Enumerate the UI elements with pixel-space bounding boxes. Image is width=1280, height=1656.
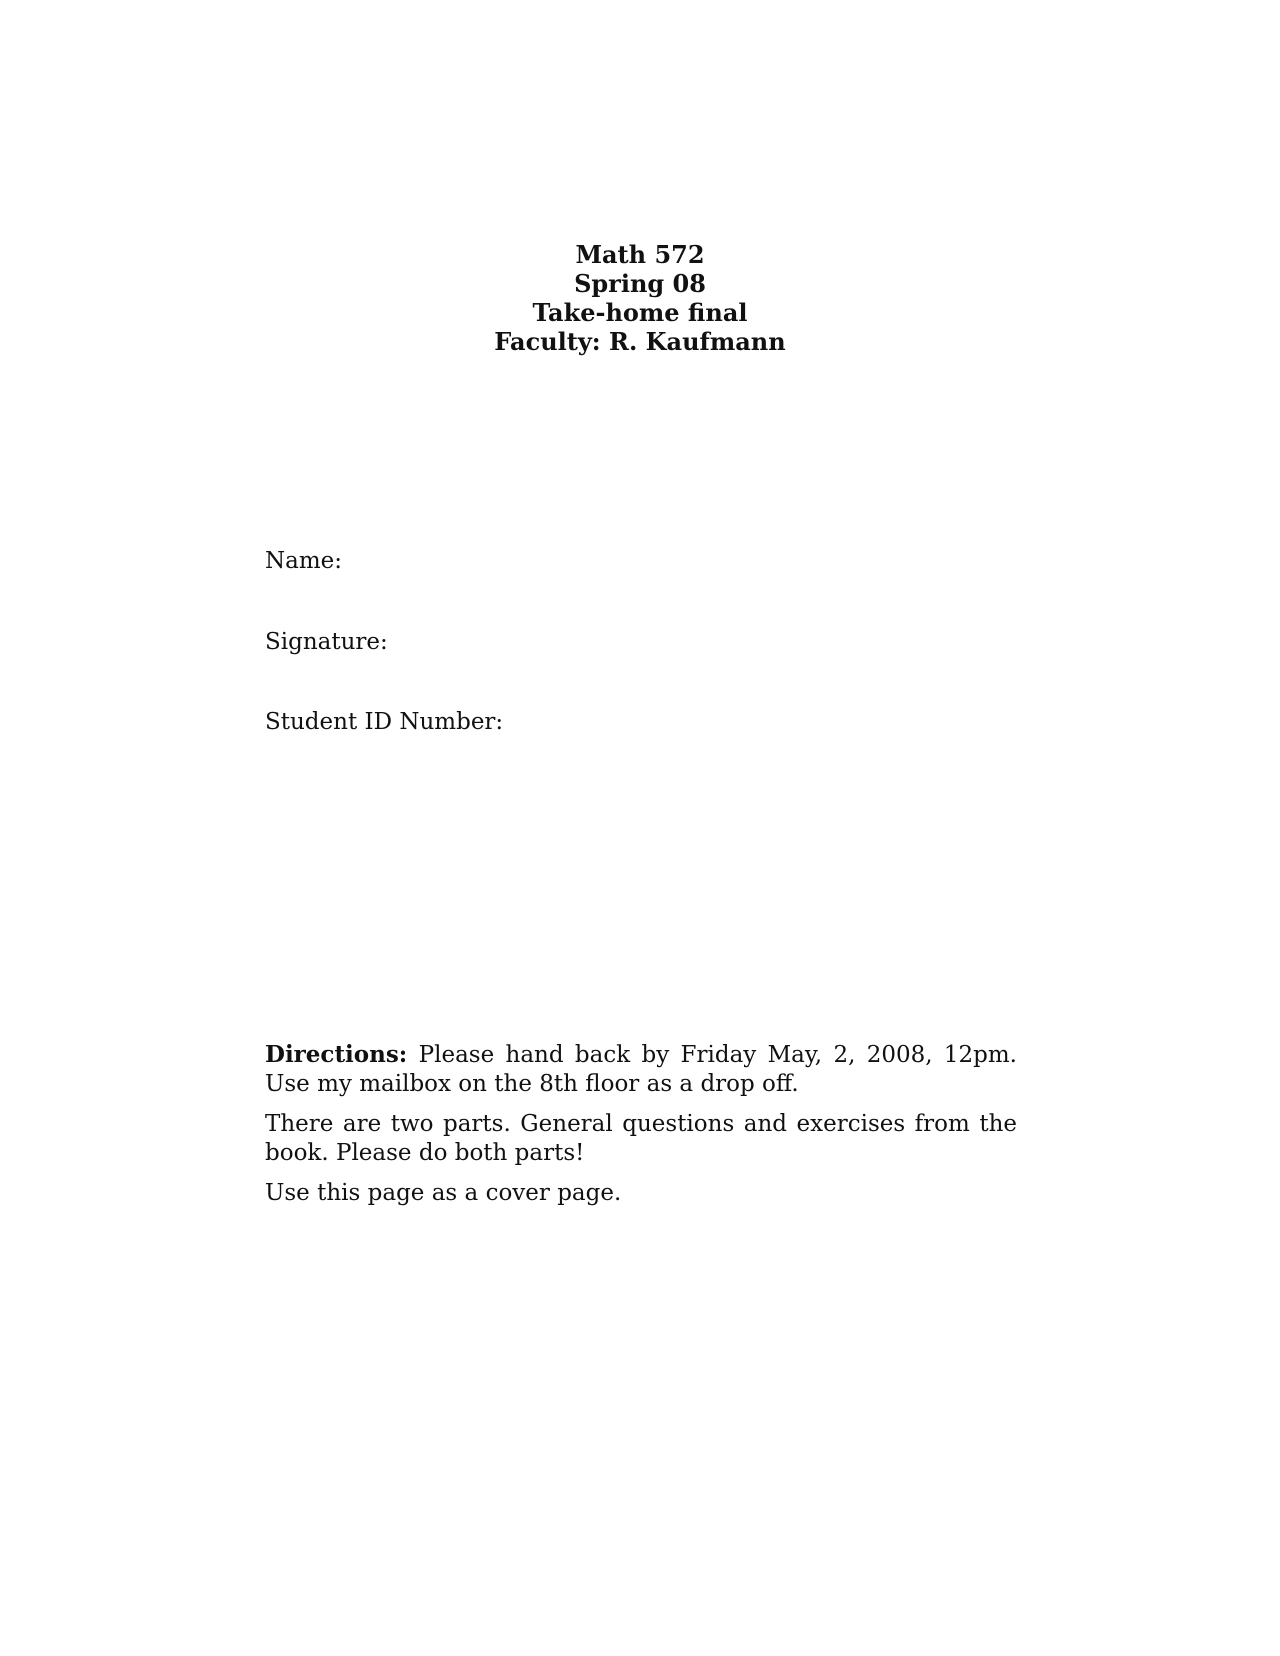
- directions-paragraph-1: [265, 1040, 1017, 1099]
- directions-paragraph-3: Use this page as a cover page.: [265, 1180, 622, 1206]
- directions-paragraph-2: There are two parts. General questions and exercises from the book. Please do both parts!: [265, 1111, 1017, 1166]
- faculty: Faculty: R. Kaufmann: [494, 327, 786, 356]
- exam-header: [0, 240, 1280, 356]
- directions-label: Directions:: [265, 1041, 408, 1068]
- course-title: Math 572: [575, 240, 705, 269]
- student-id-label: Student ID Number:: [265, 709, 504, 735]
- signature-label: Signature:: [265, 629, 388, 655]
- exam-type: Take-home final: [532, 298, 748, 327]
- directions-text-1: Please hand back by Friday May, 2, 2008, 12pm. Use my mailbox on the 8th floor as a drop off.: [265, 1042, 1017, 1097]
- term: Spring 08: [574, 269, 706, 298]
- directions-block: [265, 1040, 1017, 1219]
- name-label: Name:: [265, 548, 343, 574]
